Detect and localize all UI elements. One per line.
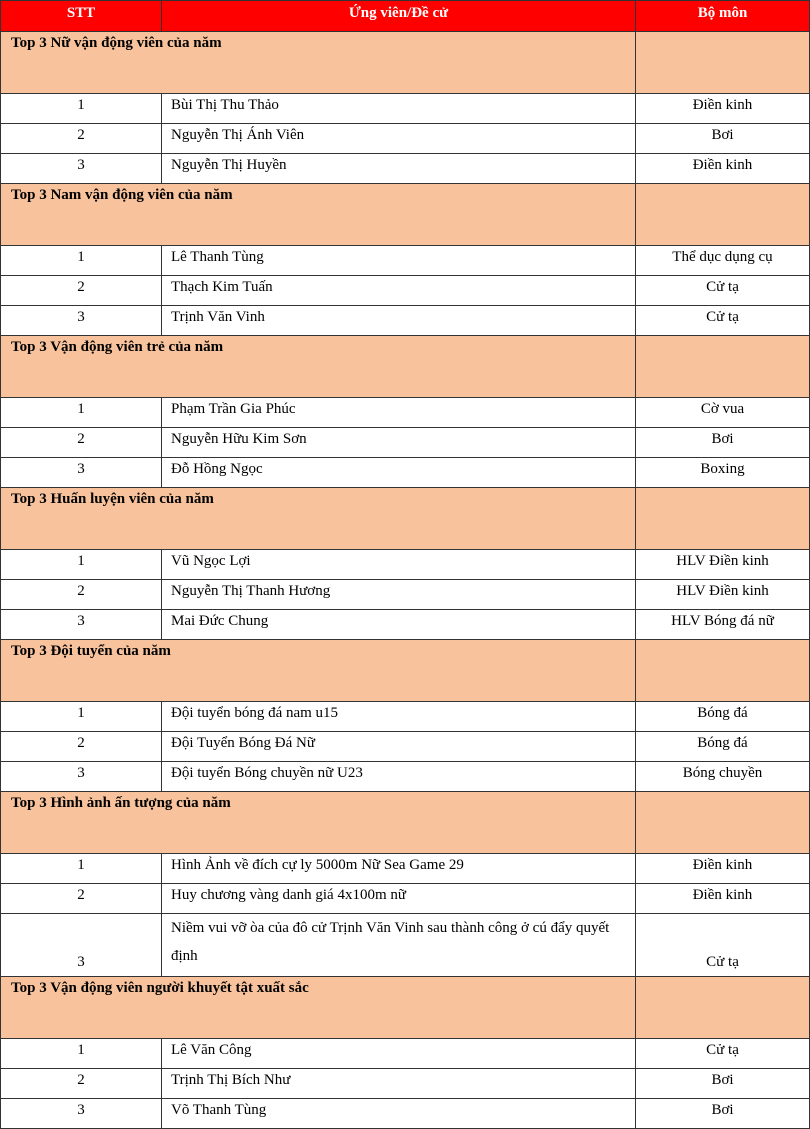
row-sport: Bóng chuyền xyxy=(636,762,810,792)
row-name: Đội Tuyển Bóng Đá Nữ xyxy=(162,732,636,762)
row-name: Trịnh Văn Vinh xyxy=(162,306,636,336)
section-title: Top 3 Nữ vận động viên của năm xyxy=(1,32,636,94)
row-stt: 2 xyxy=(1,276,162,306)
section-row xyxy=(1,32,810,94)
section-empty-cell xyxy=(636,336,810,398)
table-row xyxy=(1,550,810,580)
row-name: Nguyễn Hữu Kim Sơn xyxy=(162,428,636,458)
row-sport: Cờ vua xyxy=(636,398,810,428)
row-sport: Cử tạ xyxy=(636,914,810,977)
header-candidate: Ứng viên/Đề cử xyxy=(162,1,636,32)
section-title: Top 3 Nam vận động viên của năm xyxy=(1,184,636,246)
row-stt: 2 xyxy=(1,124,162,154)
row-name: Mai Đức Chung xyxy=(162,610,636,640)
row-sport: Điền kinh xyxy=(636,884,810,914)
row-name: Trịnh Thị Bích Như xyxy=(162,1069,636,1099)
row-stt: 3 xyxy=(1,610,162,640)
table-row xyxy=(1,884,810,914)
table-row xyxy=(1,154,810,184)
row-stt: 1 xyxy=(1,94,162,124)
table-row xyxy=(1,94,810,124)
row-name: Vũ Ngọc Lợi xyxy=(162,550,636,580)
table-row xyxy=(1,276,810,306)
row-name: Đỗ Hồng Ngọc xyxy=(162,458,636,488)
section-empty-cell xyxy=(636,792,810,854)
section-row xyxy=(1,488,810,550)
section-title: Top 3 Huấn luyện viên của năm xyxy=(1,488,636,550)
table-row xyxy=(1,398,810,428)
row-name: Hình Ảnh về đích cự ly 5000m Nữ Sea Game 29 xyxy=(162,854,636,884)
row-stt: 1 xyxy=(1,854,162,884)
table-row xyxy=(1,1069,810,1099)
header-sport: Bộ môn xyxy=(636,1,810,32)
row-sport: Cử tạ xyxy=(636,1039,810,1069)
row-stt: 1 xyxy=(1,398,162,428)
row-stt: 1 xyxy=(1,702,162,732)
row-stt: 1 xyxy=(1,246,162,276)
section-title: Top 3 Vận động viên người khuyết tật xuất sắc xyxy=(1,977,636,1039)
section-title: Top 3 Vận động viên trẻ của năm xyxy=(1,336,636,398)
row-name: Đội tuyển bóng đá nam u15 xyxy=(162,702,636,732)
row-name: Phạm Trần Gia Phúc xyxy=(162,398,636,428)
table-row xyxy=(1,306,810,336)
row-sport: HLV Điền kinh xyxy=(636,550,810,580)
row-sport: Điền kinh xyxy=(636,154,810,184)
section-empty-cell xyxy=(636,640,810,702)
section-row xyxy=(1,184,810,246)
table-row xyxy=(1,458,810,488)
row-name: Nguyễn Thị Thanh Hương xyxy=(162,580,636,610)
table-row xyxy=(1,854,810,884)
row-name: Lê Văn Công xyxy=(162,1039,636,1069)
section-empty-cell xyxy=(636,488,810,550)
table-row xyxy=(1,610,810,640)
row-stt: 2 xyxy=(1,1069,162,1099)
row-stt: 3 xyxy=(1,306,162,336)
row-sport: Bơi xyxy=(636,1069,810,1099)
row-name: Lê Thanh Tùng xyxy=(162,246,636,276)
row-stt: 2 xyxy=(1,732,162,762)
row-name: Võ Thanh Tùng xyxy=(162,1099,636,1129)
table-row xyxy=(1,246,810,276)
section-empty-cell xyxy=(636,977,810,1039)
header-row xyxy=(1,1,810,32)
row-name: Niềm vui vỡ òa của đô cử Trịnh Văn Vinh sau thành công ở cú đẩy quyết định xyxy=(162,914,636,977)
table-row xyxy=(1,1099,810,1129)
section-empty-cell xyxy=(636,32,810,94)
row-name: Bùi Thị Thu Thảo xyxy=(162,94,636,124)
row-stt: 2 xyxy=(1,884,162,914)
row-name: Nguyễn Thị Huyền xyxy=(162,154,636,184)
section-row xyxy=(1,977,810,1039)
row-name: Huy chương vàng danh giá 4x100m nữ xyxy=(162,884,636,914)
section-row xyxy=(1,640,810,702)
row-sport: Bơi xyxy=(636,124,810,154)
row-name: Thạch Kim Tuấn xyxy=(162,276,636,306)
row-stt: 3 xyxy=(1,458,162,488)
table-row xyxy=(1,1039,810,1069)
table-row xyxy=(1,428,810,458)
row-sport: Cử tạ xyxy=(636,306,810,336)
section-empty-cell xyxy=(636,184,810,246)
row-sport: Boxing xyxy=(636,458,810,488)
row-sport: HLV Điền kinh xyxy=(636,580,810,610)
table-row xyxy=(1,914,810,977)
row-stt: 3 xyxy=(1,762,162,792)
row-name: Nguyễn Thị Ánh Viên xyxy=(162,124,636,154)
section-title: Top 3 Đội tuyển của năm xyxy=(1,640,636,702)
row-stt: 3 xyxy=(1,914,162,977)
row-sport: Bơi xyxy=(636,1099,810,1129)
section-row xyxy=(1,792,810,854)
row-stt: 2 xyxy=(1,580,162,610)
row-stt: 1 xyxy=(1,1039,162,1069)
row-name: Đội tuyển Bóng chuyền nữ U23 xyxy=(162,762,636,792)
header-stt: STT xyxy=(1,1,162,32)
table-row xyxy=(1,124,810,154)
row-sport: Điền kinh xyxy=(636,94,810,124)
row-stt: 2 xyxy=(1,428,162,458)
section-row xyxy=(1,336,810,398)
row-stt: 3 xyxy=(1,154,162,184)
section-title: Top 3 Hình ảnh ấn tượng của năm xyxy=(1,792,636,854)
row-stt: 3 xyxy=(1,1099,162,1129)
table-row xyxy=(1,732,810,762)
row-sport: Bóng đá xyxy=(636,702,810,732)
row-stt: 1 xyxy=(1,550,162,580)
row-sport: Điền kinh xyxy=(636,854,810,884)
row-sport: Cử tạ xyxy=(636,276,810,306)
row-sport: Bóng đá xyxy=(636,732,810,762)
table-row xyxy=(1,580,810,610)
row-sport: Thể dục dụng cụ xyxy=(636,246,810,276)
row-sport: HLV Bóng đá nữ xyxy=(636,610,810,640)
row-sport: Bơi xyxy=(636,428,810,458)
table-row xyxy=(1,702,810,732)
table-row xyxy=(1,762,810,792)
